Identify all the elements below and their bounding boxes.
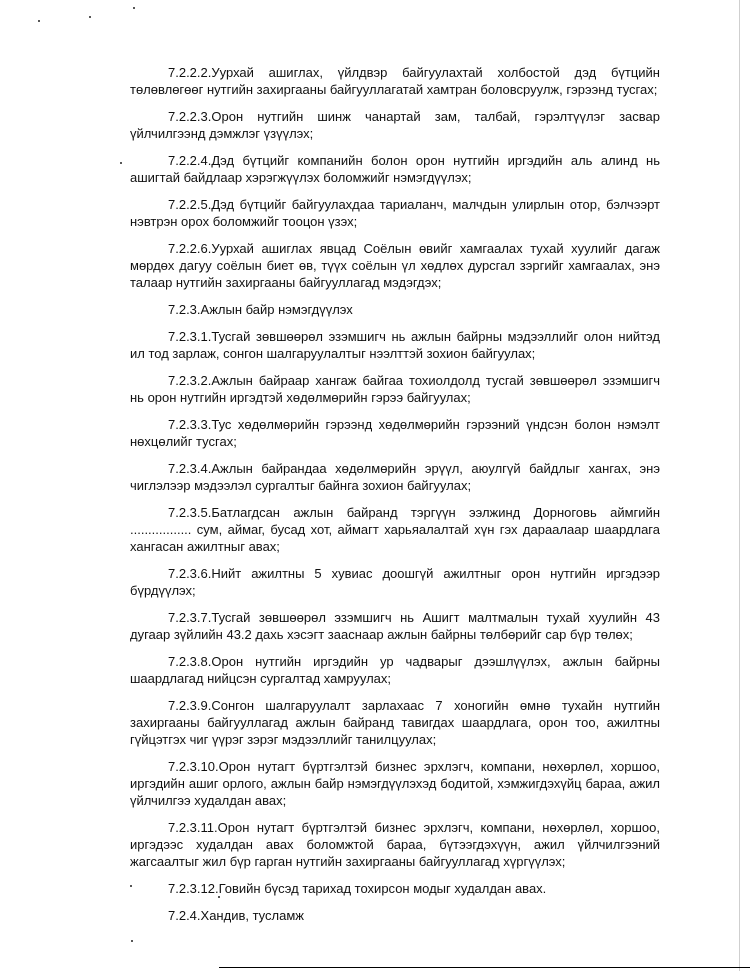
paragraph-7-2-3-12: 7.2.3.12.Говийн бүсэд тарихад тохирсон модыг худалдан авах. xyxy=(168,881,547,896)
paragraph-7-2-3-10: 7.2.3.10.Орон нутагт бүртгэлтэй бизнес эрхлэгч, компани, нөхөрлөл, хоршоо, иргэдийн ашиг орлого, ажлын байр нэмэгдүүлэхэд бодитой, хэмжигдэхүйц бараа, ажил үйлчилгээ худалдан авах; xyxy=(130,759,660,808)
paragraph-7-2-3-6: 7.2.3.6.Нийт ажилтны 5 хувиас доошгүй ажилтныг орон нутгийн иргэдээр бүрдүүлэх; xyxy=(130,566,660,598)
paragraph-7-2-3-8: 7.2.3.8.Орон нутгийн иргэдийн ур чадварыг дээшлүүлэх, ажлын байрны шаардлагад нийцсэн сургалтад хамруулах; xyxy=(130,654,660,686)
scan-speck xyxy=(89,16,91,18)
scan-speck xyxy=(38,20,40,22)
paragraph-7-2-3-9: 7.2.3.9.Сонгон шалгаруулалт зарлахаас 7 хоногийн өмнө тухайн нутгийн захиргааны байгууллагад ажлын байранд тавигдах шаардлага, орон тоо, ажилтны гүйцэтгэх чиг үүрэг зэрэг мэдээллийг танилцуулах; xyxy=(130,698,660,747)
paragraph-7-2-3-5: 7.2.3.5.Батлагдсан ажлын байранд тэргүүн ээлжинд Дорноговь аймгийн ................. сум, аймаг, бусад хот, аймагт харьяалалтай хүн гэх дараалаар шаардлага хангасан ажилтныг авах; xyxy=(130,505,660,554)
paragraph-7-2-2-5: 7.2.2.5.Дэд бүтцийг байгуулахдаа тариаланч, малчдын улирлын отор, бэлчээрт нэвтрэн орох боломжийг тооцон үзэх; xyxy=(130,197,660,229)
scan-speck xyxy=(133,7,135,9)
paragraph-7-2-2-4: 7.2.2.4.Дэд бүтцийг компанийн болон орон нутгийн иргэдийн аль алинд нь ашигтай байдлаар хэрэгжүүлэх боломжийг нэмэгдүүлэх; xyxy=(130,153,660,185)
paragraph-7-2-3-2: 7.2.3.2.Ажлын байраар хангаж байгаа тохиолдолд тусгай зөвшөөрөл эзэмшигч нь орон нутгийн иргэдтэй хөдөлмөрийн гэрээ байгуулах; xyxy=(130,373,660,405)
paragraph-7-2-3-7: 7.2.3.7.Тусгай зөвшөөрөл эзэмшигч нь Ашигт малтмалын тухай хуулийн 43 дугаар зүйлийн 43.2 дахь хэсэгт зааснаар ажлын байрны төлбөрийг сар бүр төлөх; xyxy=(130,610,660,642)
paragraph-7-2-3-1: 7.2.3.1.Тусгай зөвшөөрөл эзэмшигч нь ажлын байрны мэдээллийг олон нийтэд ил тод зарлаж, сонгон шалгаруулалтыг нээлттэй зохион байгуулах; xyxy=(130,329,660,361)
paragraph-7-2-3-4: 7.2.3.4.Ажлын байрандаа хөдөлмөрийн эрүүл, аюулгүй байдлыг хангах, энэ чиглэлээр мэдээлэл сургалтыг байнга зохион байгуулах; xyxy=(130,461,660,493)
paragraph-7-2-3-3: 7.2.3.3.Тус хөдөлмөрийн гэрээнд хөдөлмөрийн гэрээний үндсэн болон нэмэлт нөхцөлийг тусгах; xyxy=(130,417,660,449)
section-heading-7-2-4: 7.2.4.Хандив, тусламж xyxy=(168,908,304,923)
paragraph-7-2-2-3: 7.2.2.3.Орон нутгийн шинж чанартай зам, талбай, гэрэлтүүлэг засвар үйлчилгээнд дэмжлэг үзүүлэх; xyxy=(130,109,660,141)
section-heading-7-2-3: 7.2.3.Ажлын байр нэмэгдүүлэх xyxy=(168,302,353,317)
scan-edge-right xyxy=(739,0,740,971)
paragraph-7-2-2-2: 7.2.2.2.Уурхай ашиглах, үйлдвэр байгуулахтай холбостой дэд бүтцийн төлөвлөгөөг нутгийн захиргааны байгууллагатай хамтран боловсруулж, гэрээнд тусгах; xyxy=(130,65,660,97)
scan-speck xyxy=(120,162,122,164)
paragraph-7-2-2-6: 7.2.2.6.Уурхай ашиглах явцад Соёлын өвийг хамгаалах тухай хуулийг дагаж мөрдөх дагуу соёлын биет өв, түүх соёлын үл хөдлөх дурсгал зэргийг хамгаалах, энэ талаар нутгийн захиргааны байгууллагад мэдэгдэх; xyxy=(130,241,660,290)
document-body xyxy=(130,64,660,934)
scan-speck xyxy=(131,940,133,942)
scan-edge-bottom xyxy=(219,967,750,968)
paragraph-7-2-3-11: 7.2.3.11.Орон нутагт бүртгэлтэй бизнес эрхлэгч, компани, нөхөрлөл, хоршоо, иргэдээс худалдан авах боломжтой бараа, бүтээгдэхүүн, ажил үйлчилгээний жагсаалтыг жил бүр гарган нутгийн захиргааны байгууллагад хүргүүлэх; xyxy=(130,820,660,869)
